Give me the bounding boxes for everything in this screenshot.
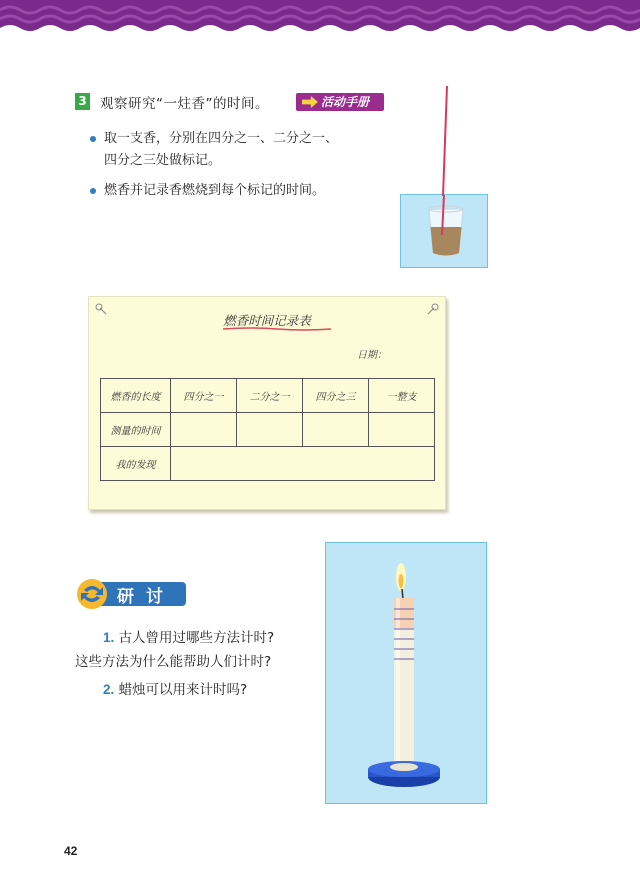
date-label: 日期：	[357, 350, 387, 361]
bullet-1-line1: 取一支香，分别在四分之一、二分之一、	[104, 131, 339, 146]
bullet-2-line1: 燃香并记录香燃烧到每个标记的时间。	[104, 183, 326, 198]
table-cell: 一整支	[369, 379, 435, 413]
activity-handbook-badge	[296, 93, 384, 111]
candle-illustration	[326, 543, 487, 804]
header-wave-band	[0, 0, 640, 46]
record-card-title: 燃香时间记录表	[223, 313, 311, 328]
table-cell: 二分之一	[237, 379, 303, 413]
table-cell	[369, 413, 435, 447]
candle-photo	[325, 542, 487, 804]
section-number-badge: 3	[75, 93, 90, 110]
bullet-item-1	[104, 128, 338, 172]
bullet-item-2	[104, 180, 325, 202]
bullet-1-line2: 四分之三处做标记。	[104, 153, 222, 168]
activity-handbook-label: 活动手册	[321, 95, 370, 109]
table-cell: 燃香的长度	[101, 379, 171, 413]
table-cell: 四分之一	[171, 379, 237, 413]
table-cell	[237, 413, 303, 447]
incense-photo	[400, 194, 488, 268]
table-cell	[303, 413, 369, 447]
question-1-number: 1.	[103, 630, 115, 645]
incense-in-cup-illustration	[401, 195, 488, 268]
question-1-line1	[103, 626, 274, 650]
bullet-dot-icon	[90, 188, 96, 194]
record-table	[100, 378, 435, 481]
question-1-text: 古人曾用过哪些方法计时?	[118, 630, 275, 646]
table-cell: 测量的时间	[101, 413, 171, 447]
discussion-badge-label: 研讨	[117, 587, 175, 607]
question-1-line2: 这些方法为什么能帮助人们计时?	[75, 654, 272, 670]
incense-time-record-card	[88, 296, 446, 510]
incense-stick-illustration	[432, 86, 452, 196]
table-row	[101, 413, 435, 447]
table-cell: 四分之三	[303, 379, 369, 413]
bullet-dot-icon	[90, 136, 96, 142]
section-title: 观察研究“一炷香”的时间。	[100, 96, 269, 112]
title-underline	[223, 327, 331, 331]
table-row	[101, 379, 435, 413]
question-2	[103, 678, 247, 702]
table-row	[101, 447, 435, 481]
table-cell: 我的发现	[101, 447, 171, 481]
question-2-text: 蜡烛可以用来计时吗?	[118, 682, 248, 698]
table-cell	[171, 447, 435, 481]
table-cell	[171, 413, 237, 447]
question-2-number: 2.	[103, 682, 115, 697]
discussion-badge	[72, 578, 188, 610]
page-number: 42	[64, 844, 78, 858]
arrow-icon	[302, 96, 318, 108]
